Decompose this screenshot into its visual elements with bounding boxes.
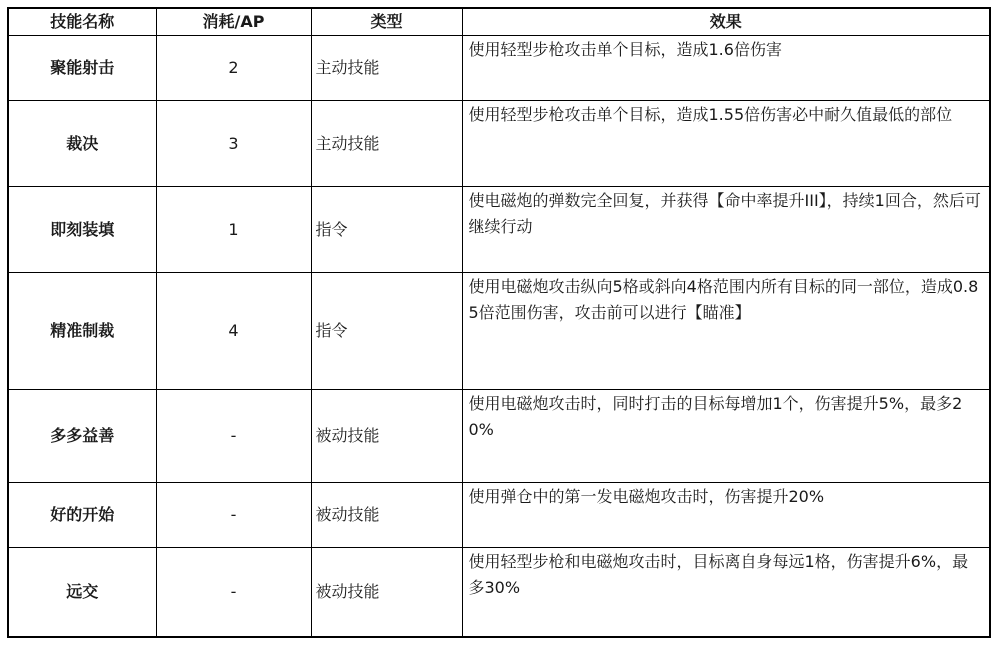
skill-type-cell: 被动技能 [311, 483, 462, 548]
table-row [8, 390, 990, 483]
skill-cost-cell: - [156, 390, 311, 483]
skill-effect-cell: 使用轻型步枪和电磁炮攻击时，目标离自身每远1格，伤害提升6%，最多30% [462, 548, 990, 638]
header-effect: 效果 [462, 8, 990, 36]
table-row [8, 273, 990, 390]
skill-type-cell: 被动技能 [311, 390, 462, 483]
skill-cost-cell: 1 [156, 187, 311, 273]
table-row [8, 187, 990, 273]
skill-cost-cell: - [156, 483, 311, 548]
header-cost-ap: 消耗/AP [156, 8, 311, 36]
skill-table-container [7, 7, 991, 638]
skill-name-cell: 好的开始 [8, 483, 156, 548]
skill-name-cell: 即刻装填 [8, 187, 156, 273]
header-type: 类型 [311, 8, 462, 36]
table-header-row [8, 8, 990, 36]
skill-effect-cell: 使电磁炮的弹数完全回复，并获得【命中率提升III】，持续1回合，然后可继续行动 [462, 187, 990, 273]
skill-name-cell: 聚能射击 [8, 36, 156, 101]
skill-cost-cell: 2 [156, 36, 311, 101]
skill-type-cell: 主动技能 [311, 36, 462, 101]
skill-type-cell: 指令 [311, 273, 462, 390]
skill-cost-cell: 4 [156, 273, 311, 390]
skill-effect-cell: 使用轻型步枪攻击单个目标，造成1.6倍伤害 [462, 36, 990, 101]
skill-cost-cell: - [156, 548, 311, 638]
skill-name-cell: 精准制裁 [8, 273, 156, 390]
table-row [8, 483, 990, 548]
skill-cost-cell: 3 [156, 101, 311, 187]
skill-effect-cell: 使用电磁炮攻击时，同时打击的目标每增加1个，伤害提升5%，最多20% [462, 390, 990, 483]
skill-table [7, 7, 991, 638]
skill-name-cell: 裁决 [8, 101, 156, 187]
table-row [8, 36, 990, 101]
skill-effect-cell: 使用轻型步枪攻击单个目标，造成1.55倍伤害必中耐久值最低的部位 [462, 101, 990, 187]
skill-name-cell: 多多益善 [8, 390, 156, 483]
skill-effect-cell: 使用弹仓中的第一发电磁炮攻击时，伤害提升20% [462, 483, 990, 548]
table-row [8, 548, 990, 638]
skill-type-cell: 指令 [311, 187, 462, 273]
table-row [8, 101, 990, 187]
header-skill-name: 技能名称 [8, 8, 156, 36]
skill-type-cell: 主动技能 [311, 101, 462, 187]
skill-effect-cell: 使用电磁炮攻击纵向5格或斜向4格范围内所有目标的同一部位，造成0.85倍范围伤害，攻击前可以进行【瞄准】 [462, 273, 990, 390]
skill-name-cell: 远交 [8, 548, 156, 638]
skill-type-cell: 被动技能 [311, 548, 462, 638]
